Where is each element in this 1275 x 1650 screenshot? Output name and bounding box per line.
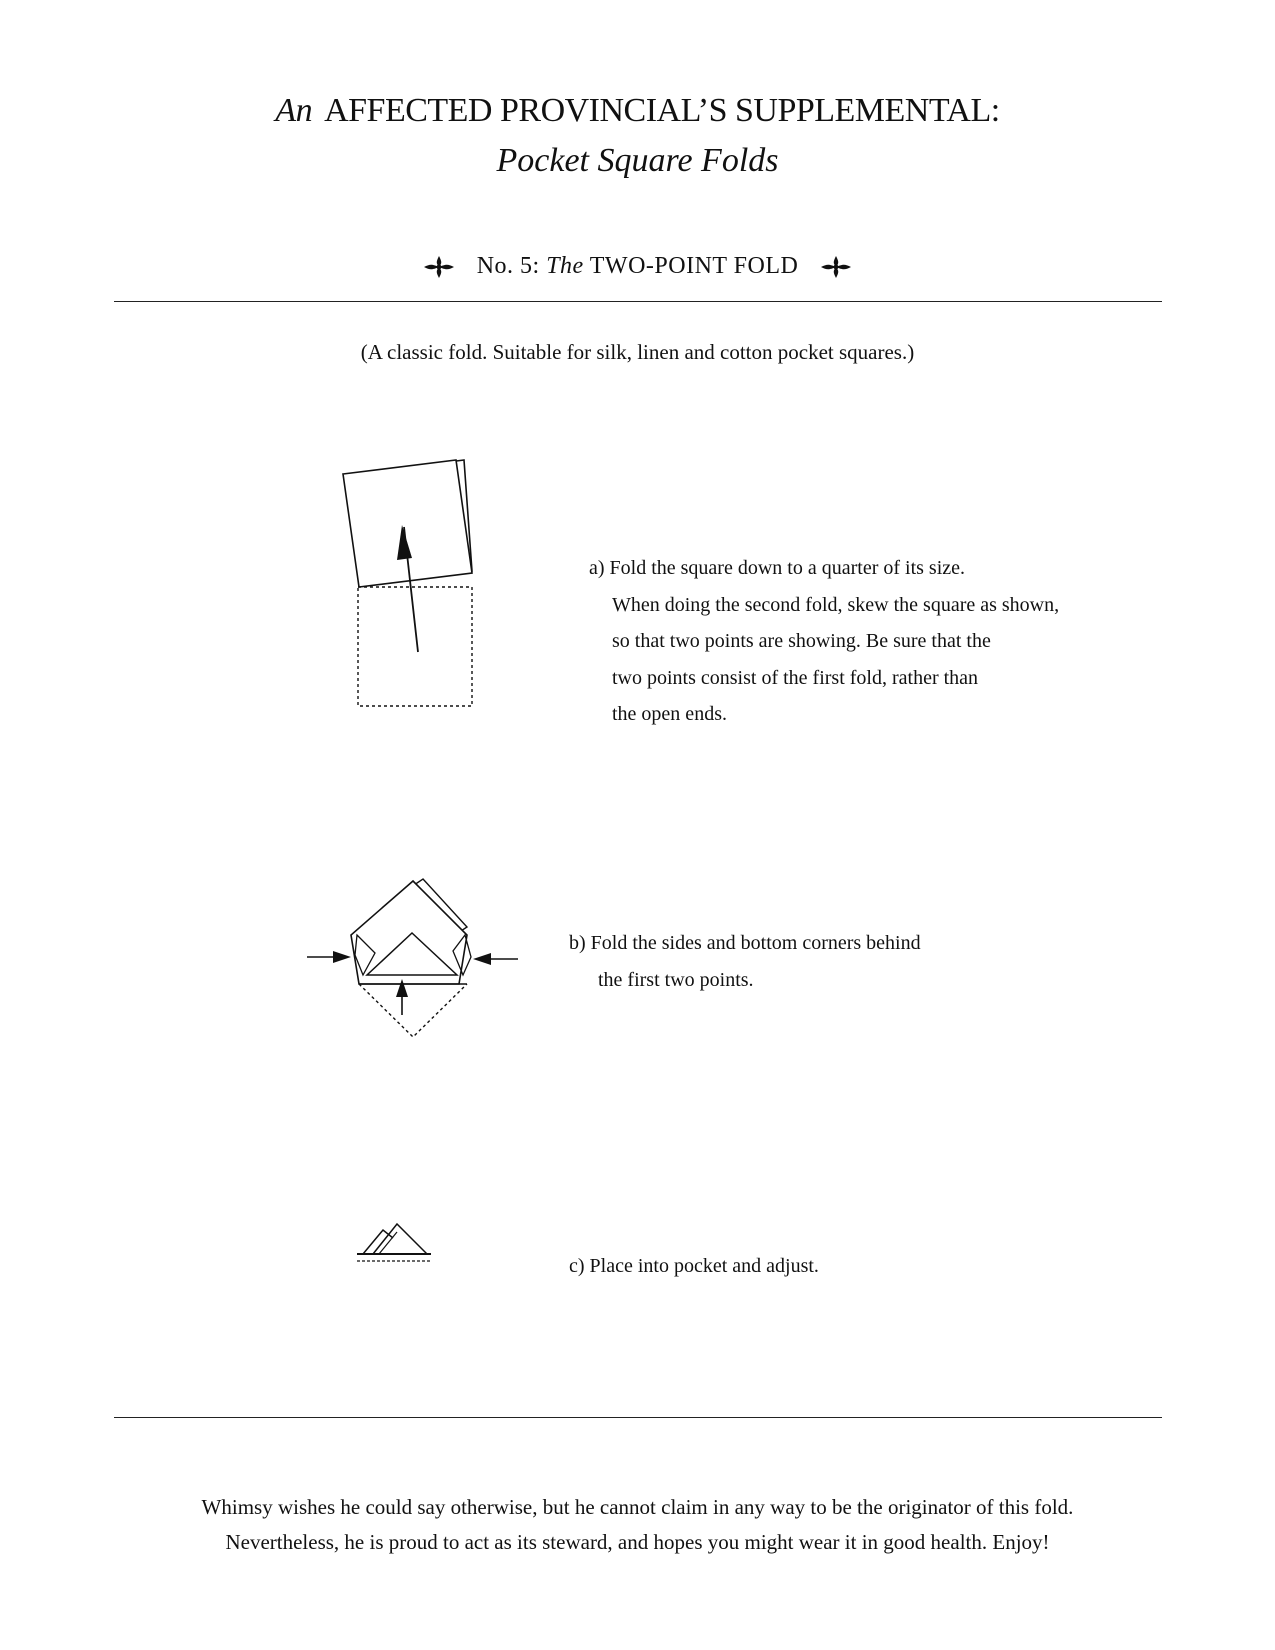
title-prefix: An [275,92,313,129]
unfolded-half-outline [358,587,472,706]
footer-line-2: Nevertheless, he is proud to act as its steward, and hopes you might wear it in good health. Enjoy! [225,1530,1050,1554]
step-c-diagram [355,1220,435,1270]
intro-text: (A classic fold. Suitable for silk, linen and cotton pocket squares.) [360,340,915,364]
page-subtitle: Pocket Square Folds [496,142,779,179]
step-c-text [569,1248,819,1285]
footer-line-1: Whimsy wishes he could say otherwise, but he cannot claim in any way to be the originator of this fold. [201,1495,1074,1519]
title-main: AFFECTED PROVINCIAL’S SUPPLEMENTAL: [324,92,1000,129]
left-arrow-head-icon [333,951,351,963]
fold-name: TWO-POINT FOLD [589,253,799,279]
fleuron-icon [819,254,853,280]
step-a-line-5: the open ends. [612,703,727,725]
fold-number: No. 5: [476,253,540,279]
fold-article: The [546,253,584,279]
step-b-line-2: the first two points. [598,968,754,991]
step-a-line-4: two points consist of the first fold, rather than [612,666,979,689]
step-b-line-1: b) Fold the sides and bottom corners behind [569,932,921,954]
step-a-text [589,550,1059,733]
bottom-divider [114,1417,1162,1418]
step-b-text [569,925,921,998]
skewed-front-square [343,460,472,587]
step-a-line-2: When doing the second fold, skew the square as shown, [612,593,1060,616]
right-arrow-head-icon [473,953,491,965]
step-a-diagram [330,445,480,715]
step-a-line-3: so that two points are showing. Be sure that the [612,630,991,652]
step-a-line-1: a) Fold the square down to a quarter of its size. [589,557,966,579]
top-divider [114,301,1162,302]
step-c-line-1: c) Place into pocket and adjust. [569,1255,819,1277]
pocket-square-point-front [373,1224,427,1254]
footer-note [0,1490,1275,1560]
page-title [0,92,1275,130]
step-b-diagram [305,875,520,1045]
bottom-fold-outline [359,984,467,1037]
fold-heading [0,253,1275,280]
fleuron-icon [422,254,456,280]
